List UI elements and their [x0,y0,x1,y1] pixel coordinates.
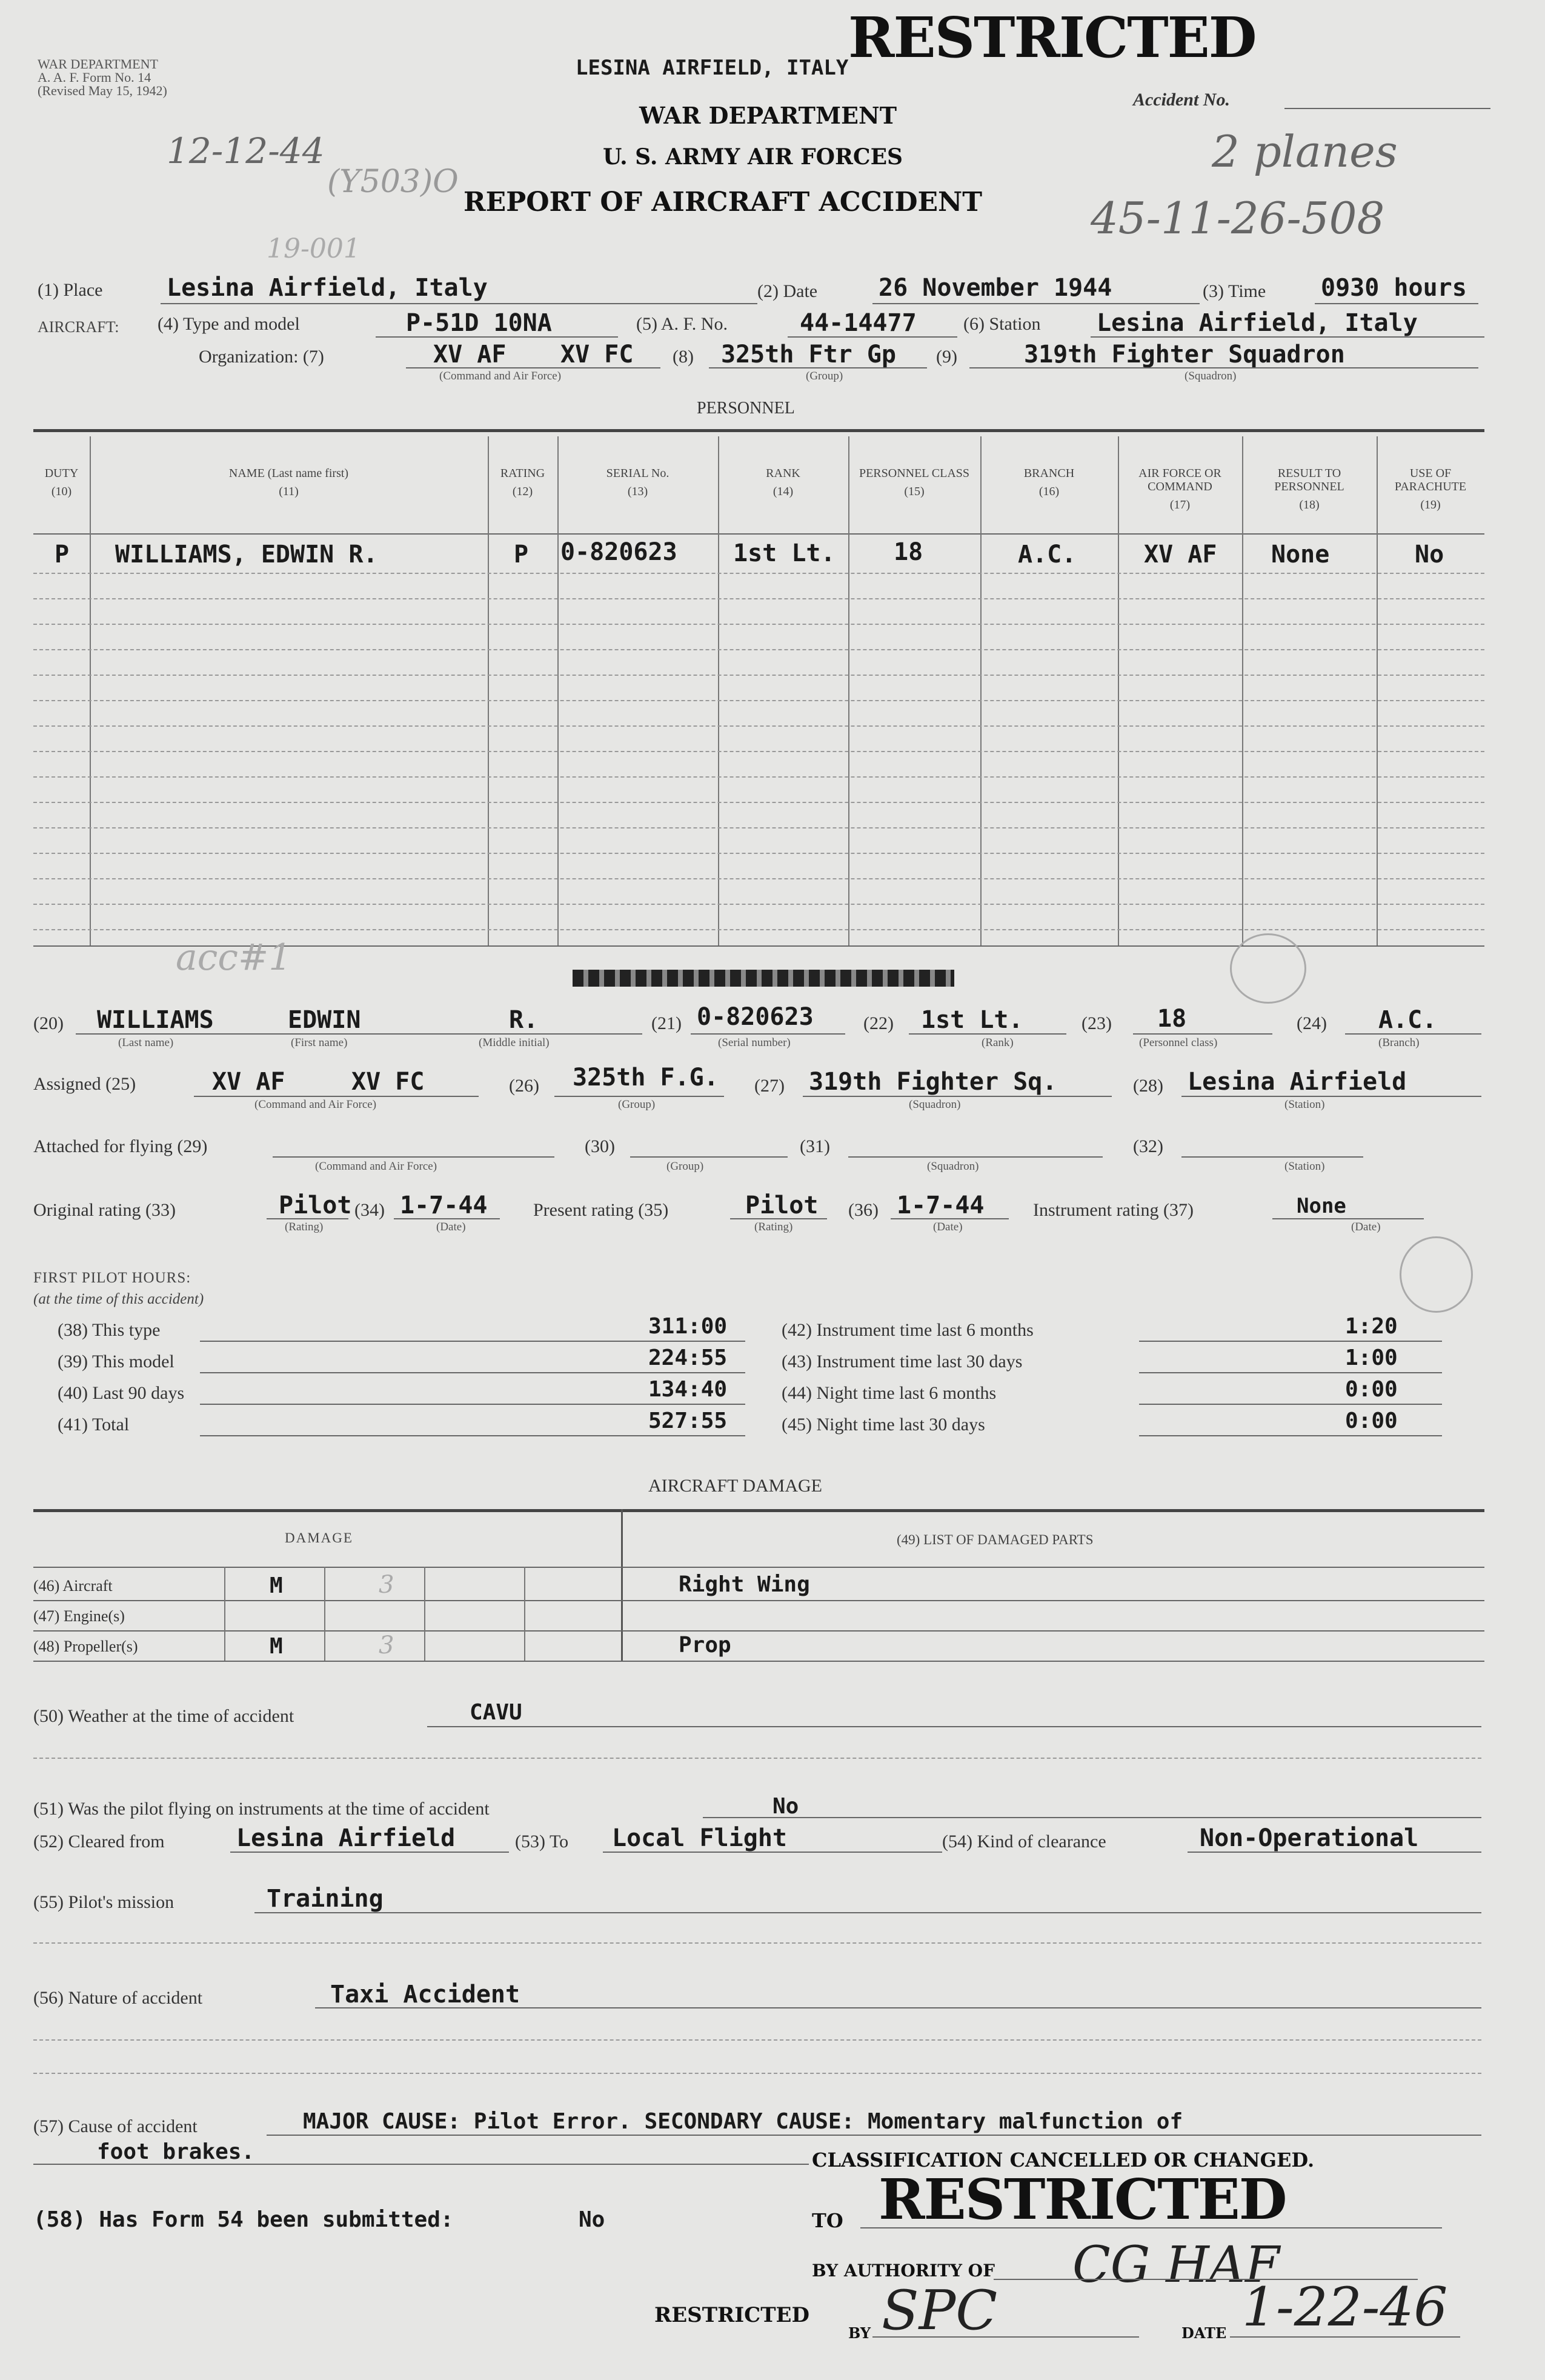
time-label: (3) Time [1203,281,1266,301]
personnel-row-line [33,725,1484,727]
aircraft-label: AIRCRAFT: [38,318,119,336]
hand-circle-2 [1400,1236,1473,1313]
damage-col-divider [424,1567,425,1661]
damage-col-divider [524,1567,525,1661]
person-result: None [1271,541,1330,568]
col-label: PERSONNEL CLASS [859,467,970,480]
damage-col-divider [224,1567,225,1661]
mission-label: (55) Pilot's mission [33,1892,174,1912]
handwritten-number: 45-11-26-508 [1091,193,1385,244]
damage-header: DAMAGE [285,1530,353,1545]
hours-value: 224:55 [648,1345,728,1370]
pilot-section-title [573,970,954,987]
form-id-line3: (Revised May 15, 1942) [38,83,167,98]
present-rating: Pilot [745,1192,819,1219]
header-dept: WAR DEPARTMENT [639,102,897,129]
person-duty: P [55,541,70,568]
col-number: (14) [772,485,794,498]
cap-date-2: (Date) [933,1221,963,1233]
person-rating: P [514,541,529,568]
cap-rank: (Rank) [982,1036,1014,1049]
col-label: SERIAL No. [606,467,670,480]
attached-label: Attached for flying (29) [33,1136,208,1156]
hours-label: (42) Instrument time last 6 months [782,1320,1034,1340]
restricted-stamp-bottom: RESTRICTED [879,2167,1286,2232]
personnel-row-line [33,675,1484,676]
personnel-col-header [1242,467,1377,512]
personnel-row-line [33,929,1484,930]
hours-label: (44) Night time last 6 months [782,1383,997,1403]
typed-location: LESINA AIRFIELD, ITALY [576,56,849,80]
cleared-label: (52) Cleared from [33,1832,165,1852]
col-divider [1377,436,1378,945]
date-label: (2) Date [757,281,818,301]
parts-header: (49) LIST OF DAMAGED PARTS [897,1532,1094,1547]
hours-label: (39) This model [58,1352,174,1372]
hours-value: 0:00 [1345,1377,1398,1402]
accident-no-line [1284,108,1490,109]
form-id-line2: A. A. F. Form No. 14 [38,70,151,85]
cap-date-1: (Date) [436,1221,466,1233]
hours-value: 1:00 [1345,1345,1398,1370]
nature-value: Taxi Accident [330,1981,520,2008]
col-divider [557,436,559,945]
auth-signature: CG HAF [1072,2236,1280,2294]
person-serial: 0-820623 [560,538,677,566]
assigned-command: XV AF [212,1068,285,1096]
col-number: (19) [1420,498,1441,512]
cap-first: (First name) [291,1036,348,1049]
damaged-part: Prop [679,1633,731,1658]
mission-value: Training [267,1885,384,1913]
cleared-value: Lesina Airfield [236,1824,456,1852]
clearance-value: Non-Operational [1200,1824,1419,1852]
handwritten-planes: 2 planes [1212,126,1398,177]
cap-cmd-af-1: (Command and Air Force) [254,1098,377,1111]
personnel-row-line [33,700,1484,701]
personnel-col-header [718,467,848,498]
col-number: (15) [904,485,925,498]
personnel-row-line [33,649,1484,650]
by-signature: SPC [882,2279,998,2342]
assigned-label: Assigned (25) [33,1074,136,1094]
damaged-part: Right Wing [679,1572,810,1597]
col-divider [1242,436,1243,945]
personnel-row-line [33,751,1484,752]
personnel-col-header [1118,467,1242,512]
handwritten-ref: 19-001 [267,233,360,264]
type-label: (4) Type and model [158,314,300,334]
cap-group-1: (Group) [618,1098,656,1111]
org-command: XV AF [433,341,507,368]
hours-value: 1:20 [1345,1314,1398,1339]
classification-line: CLASSIFICATION CANCELLED OR CHANGED. [812,2148,1315,2172]
personnel-row-line [33,598,1484,599]
squadron-value: 319th Fighter Squadron [1024,341,1345,368]
damage-row-value: M [270,1573,283,1598]
af-no-label: (5) A. F. No. [636,314,728,334]
hand-circle-1 [1230,933,1306,1004]
cap-cmd-af-2: (Command and Air Force) [315,1160,437,1173]
hours-label: (43) Instrument time last 30 days [782,1352,1023,1372]
col-divider [90,436,91,945]
org-caption: (Command and Air Force) [439,370,562,382]
personnel-col-header [557,467,718,498]
damage-row-value: M [270,1634,283,1659]
assigned-group: 325th F.G. [573,1064,719,1092]
restricted-stamp-small: RESTRICTED [654,2303,809,2327]
squadron-caption: (Squadron) [1184,370,1237,382]
col-number: (10) [51,485,72,498]
instruments-label: (51) Was the pilot flying on instruments at the time of accident [33,1799,490,1819]
hours-title: FIRST PILOT HOURS: [33,1270,191,1286]
cap-group-2: (Group) [666,1160,704,1173]
col-label: RESULT TO PERSONNEL [1274,467,1344,493]
person-name: WILLIAMS, EDWIN R. [115,541,378,568]
by-authority-label: BY AUTHORITY OF [812,2261,995,2281]
org-label: Organization: (7) [199,347,324,367]
col-divider [718,436,719,945]
header-service: U. S. ARMY AIR FORCES [603,144,903,170]
pilot-middle: R. [509,1006,539,1034]
hours-value: 527:55 [648,1408,728,1433]
col-label: USE OF PARACHUTE [1394,467,1467,493]
col-divider [848,436,849,945]
damage-title: AIRCRAFT DAMAGE [648,1476,822,1496]
cap-middle: (Middle initial) [479,1036,550,1049]
col-number: (12) [512,485,533,498]
pilot-first: EDWIN [288,1006,361,1034]
personnel-col-header [980,467,1118,498]
cause-line2: foot brakes. [97,2139,255,2164]
personnel-row-line [33,802,1484,803]
form54-label: (58) Has Form 54 been submitted: [33,2207,454,2232]
place-label: (1) Place [38,280,103,300]
present-rating-label: Present rating (35) [533,1200,669,1220]
cap-pclass: (Personnel class) [1139,1036,1218,1049]
cap-squadron-2: (Squadron) [927,1160,979,1173]
assigned-af: XV FC [351,1068,425,1096]
orig-rating-label: Original rating (33) [33,1200,176,1220]
personnel-col-header [488,467,557,498]
cap-branch: (Branch) [1378,1036,1420,1049]
station-value: Lesina Airfield, Italy [1097,309,1418,337]
personnel-row-line [33,776,1484,778]
personnel-title: PERSONNEL [697,399,795,418]
form54-value: No [579,2207,605,2232]
hours-label: (41) Total [58,1415,130,1435]
clearance-label: (54) Kind of clearance [942,1832,1106,1852]
col-divider [1118,436,1119,945]
col-divider [980,436,982,945]
report-title: REPORT OF AIRCRAFT ACCIDENT [463,187,982,218]
assigned-station: Lesina Airfield [1188,1068,1407,1096]
form-id-line1: WAR DEPARTMENT [38,56,158,72]
pilot-class: 18 [1157,1005,1187,1033]
cap-date-3: (Date) [1351,1221,1381,1233]
pilot-branch: A.C. [1378,1006,1437,1034]
to-label: (53) To [515,1832,569,1852]
col-divider [488,436,489,945]
col-number: (11) [279,485,299,498]
col-label: NAME (Last name first) [228,467,349,480]
personnel-row-line [33,853,1484,854]
cap-station-2: (Station) [1284,1160,1325,1173]
personnel-col-header [33,467,90,498]
squadron-label: (9) [936,347,957,367]
damage-col-divider [324,1567,325,1661]
nature-label: (56) Nature of accident [33,1988,203,2008]
damage-row-label: (48) Propeller(s) [33,1638,138,1655]
accident-no-label: Accident No. [1133,90,1230,110]
instrument-rating-label: Instrument rating (37) [1033,1200,1194,1220]
col-number: (18) [1299,498,1320,512]
cap-serial: (Serial number) [718,1036,791,1049]
personnel-row-line [33,904,1484,905]
to-stamp-label: TO [812,2209,843,2232]
hours-label: (38) This type [58,1320,161,1340]
form-id [38,58,167,98]
col-label: RATING [500,467,545,480]
assigned-squadron: 319th Fighter Sq. [809,1068,1057,1096]
cap-squadron-1: (Squadron) [909,1098,961,1111]
hours-label: (45) Night time last 30 days [782,1415,985,1435]
type-value: P-51D 10NA [406,309,552,337]
org-airforce: XV FC [560,341,634,368]
damage-row-hand: 3 [379,1571,394,1599]
present-date: 1-7-44 [897,1192,985,1219]
to-value: Local Flight [612,1824,787,1852]
person-command: XV AF [1144,541,1217,568]
weather-label: (50) Weather at the time of accident [33,1706,294,1726]
group-caption: (Group) [806,370,843,382]
pilot-last: WILLIAMS [97,1006,214,1034]
col-number: (13) [627,485,648,498]
personnel-col-header [1377,467,1484,512]
hours-value: 134:40 [648,1377,728,1402]
date-signature: 1-22-46 [1242,2276,1448,2338]
col-label: BRANCH [1023,467,1075,480]
person-class: 18 [894,538,923,566]
instruments-value: No [772,1794,799,1819]
cap-rating-2: (Rating) [754,1221,793,1233]
orig-rating: Pilot [279,1192,352,1219]
col-label: DUTY [44,467,79,480]
pilot-rank: 1st Lt. [921,1006,1023,1034]
personnel-row-line [33,624,1484,625]
place-value: Lesina Airfield, Italy [167,274,488,302]
handwritten-code: (Y503)O [327,164,459,200]
date-value: 26 November 1944 [879,274,1112,302]
hours-subtitle: (at the time of this accident) [33,1291,204,1307]
cause-line1: MAJOR CAUSE: Pilot Error. SECONDARY CAUSE: Momentary malfunction of [303,2109,1183,2134]
cap-station-1: (Station) [1284,1098,1325,1111]
col-number: (17) [1169,498,1191,512]
orig-date: 1-7-44 [400,1192,488,1219]
cause-label: (57) Cause of accident [33,2116,198,2136]
weather-value: CAVU [470,1700,522,1725]
time-value: 0930 hours [1321,274,1467,302]
group-value: 325th Ftr Gp [721,341,896,368]
damage-row-label: (47) Engine(s) [33,1607,125,1625]
by-label: BY [848,2324,871,2342]
hours-value: 0:00 [1345,1408,1398,1433]
personnel-row-line [33,573,1484,574]
instrument-rating: None [1297,1194,1346,1218]
af-no-value: 44-14477 [800,309,917,337]
person-branch: A.C. [1018,541,1077,568]
col-number: (16) [1038,485,1060,498]
station-label: (6) Station [963,314,1041,334]
restricted-stamp-top: RESTRICTED [848,5,1256,70]
hours-label: (40) Last 90 days [58,1383,185,1403]
accident-report-page: WAR DEPARTMENT A. A. F. Form No. 14 (Revised May 15, 1942) RESTRICTED LESINA AIRFIELD, ITALY WAR DEPARTMENT U. S. ARMY AIR FORCES REPORT OF AIRCRAFT ACCIDENT Accident No. 12-12-44 (Y503)O 19-001 2 planes 45-11-26-508 (1) Place Lesina Airfield, Italy (2) Date 26 November 1944 (3) Time 0930 hours AIRCRAFT: (4) Type and model P-51D 10NA (5) A. F. No. 44-14477 (6) Station Lesina Airfield, Italy Organization: (7) XV AF XV FC (Command and Air Force) (8) 325th Ftr Gp (Group) (9) 319th Fighter Squadron (Squadron) PERSONNEL DUTY (10) NAME (Last name first) (11) RATING (12) SERIAL No. (13) RANK (14) PERSONNEL CLASS (15) BRANCH (16) AIR FORCE OR COMMAND (17) RESULT TO PERSONNEL (18) USE OF PARACHUTE (19) P WILLIAMS, EDWIN R. P 0-820623 1st Lt. 18 A.C. XV AF None No acc#1 (20) WILLIAMS EDWIN R. (Last name) (First name) (Middle initial) (21) 0-820623 (Serial number) (22) 1st Lt. (Rank) (23) 18 (Personnel class) (24) A.C. (Branch) Assigned (25) XV AF XV FC (Command and Air Force) (26) 325th F.G. (Group) (27) 319th Fighter Sq. (Squadron) (28) Lesina Airfield (Station) Attached for flying (29) (Command and Air Force) (30) (Group) (31) (Squadron) (32) (Station) Original rating (33) Pilot (Rating) (34) 1-7-44 (Date) Present rating (35) Pilot (Rating) (36) 1-7-44 (Date) Instrument rating (37) None (Date) FIRST PILOT HOURS: (at the time of this accident) (38) This type 311:00 (39) This model 224:55 (40) Last 90 days 134:40 (41) Total 527:55 (42) Instrument time last 6 months 1:20 (43) Instrument time last 30 days 1:00 (44) Night time last 6 months 0:00 (45) Night time last 30 days 0:00 AIRCRAFT DAMAGE DAMAGE (49) LIST OF DAMAGED PARTS (46) Aircraft M 3 Right Wing (47) Engine(s) (48) Propeller(s) M 3 Prop (50) Weather at the time of accident CAVU (51) Was the pilot flying on instruments at the time of accident No (52) Cleared from Lesina Airfield (53) To Local Flight (54) Kind of clearance Non-Operational (55) Pilot's mission Training (56) Nature of accident Taxi Accident (57) Cause of accident MAJOR CAUSE: Pilot Error. SECONDARY CAUSE: Momentary malfunction of foot brakes. (58) Has Form 54 been submitted: No CLASSIFICATION CANCELLED OR CHANGED. RESTRICTED TO BY AUTHORITY OF CG HAF RESTRICTED BY SPC DATE 1-22-46 [0,0,1545,2380]
damage-row-hand: 3 [379,1632,394,1659]
cap-last: (Last name) [118,1036,174,1049]
hours-value: 311:00 [648,1314,728,1339]
person-rank: 1st Lt. [733,539,836,567]
personnel-col-header [848,467,980,498]
person-parachute: No [1415,541,1444,568]
col-label: RANK [766,467,800,480]
personnel-row-line [33,827,1484,828]
damage-row-label: (46) Aircraft [33,1577,113,1595]
date-stamp-label: DATE [1181,2324,1227,2342]
group-label: (8) [673,347,694,367]
handwritten-date: 12-12-44 [167,130,325,172]
cap-rating-1: (Rating) [285,1221,324,1233]
hand-note-acc: acc#1 [176,936,292,979]
personnel-col-header [90,467,488,498]
col-label: AIR FORCE OR COMMAND [1138,467,1221,493]
personnel-row-line [33,878,1484,879]
pilot-serial: 0-820623 [697,1003,814,1031]
